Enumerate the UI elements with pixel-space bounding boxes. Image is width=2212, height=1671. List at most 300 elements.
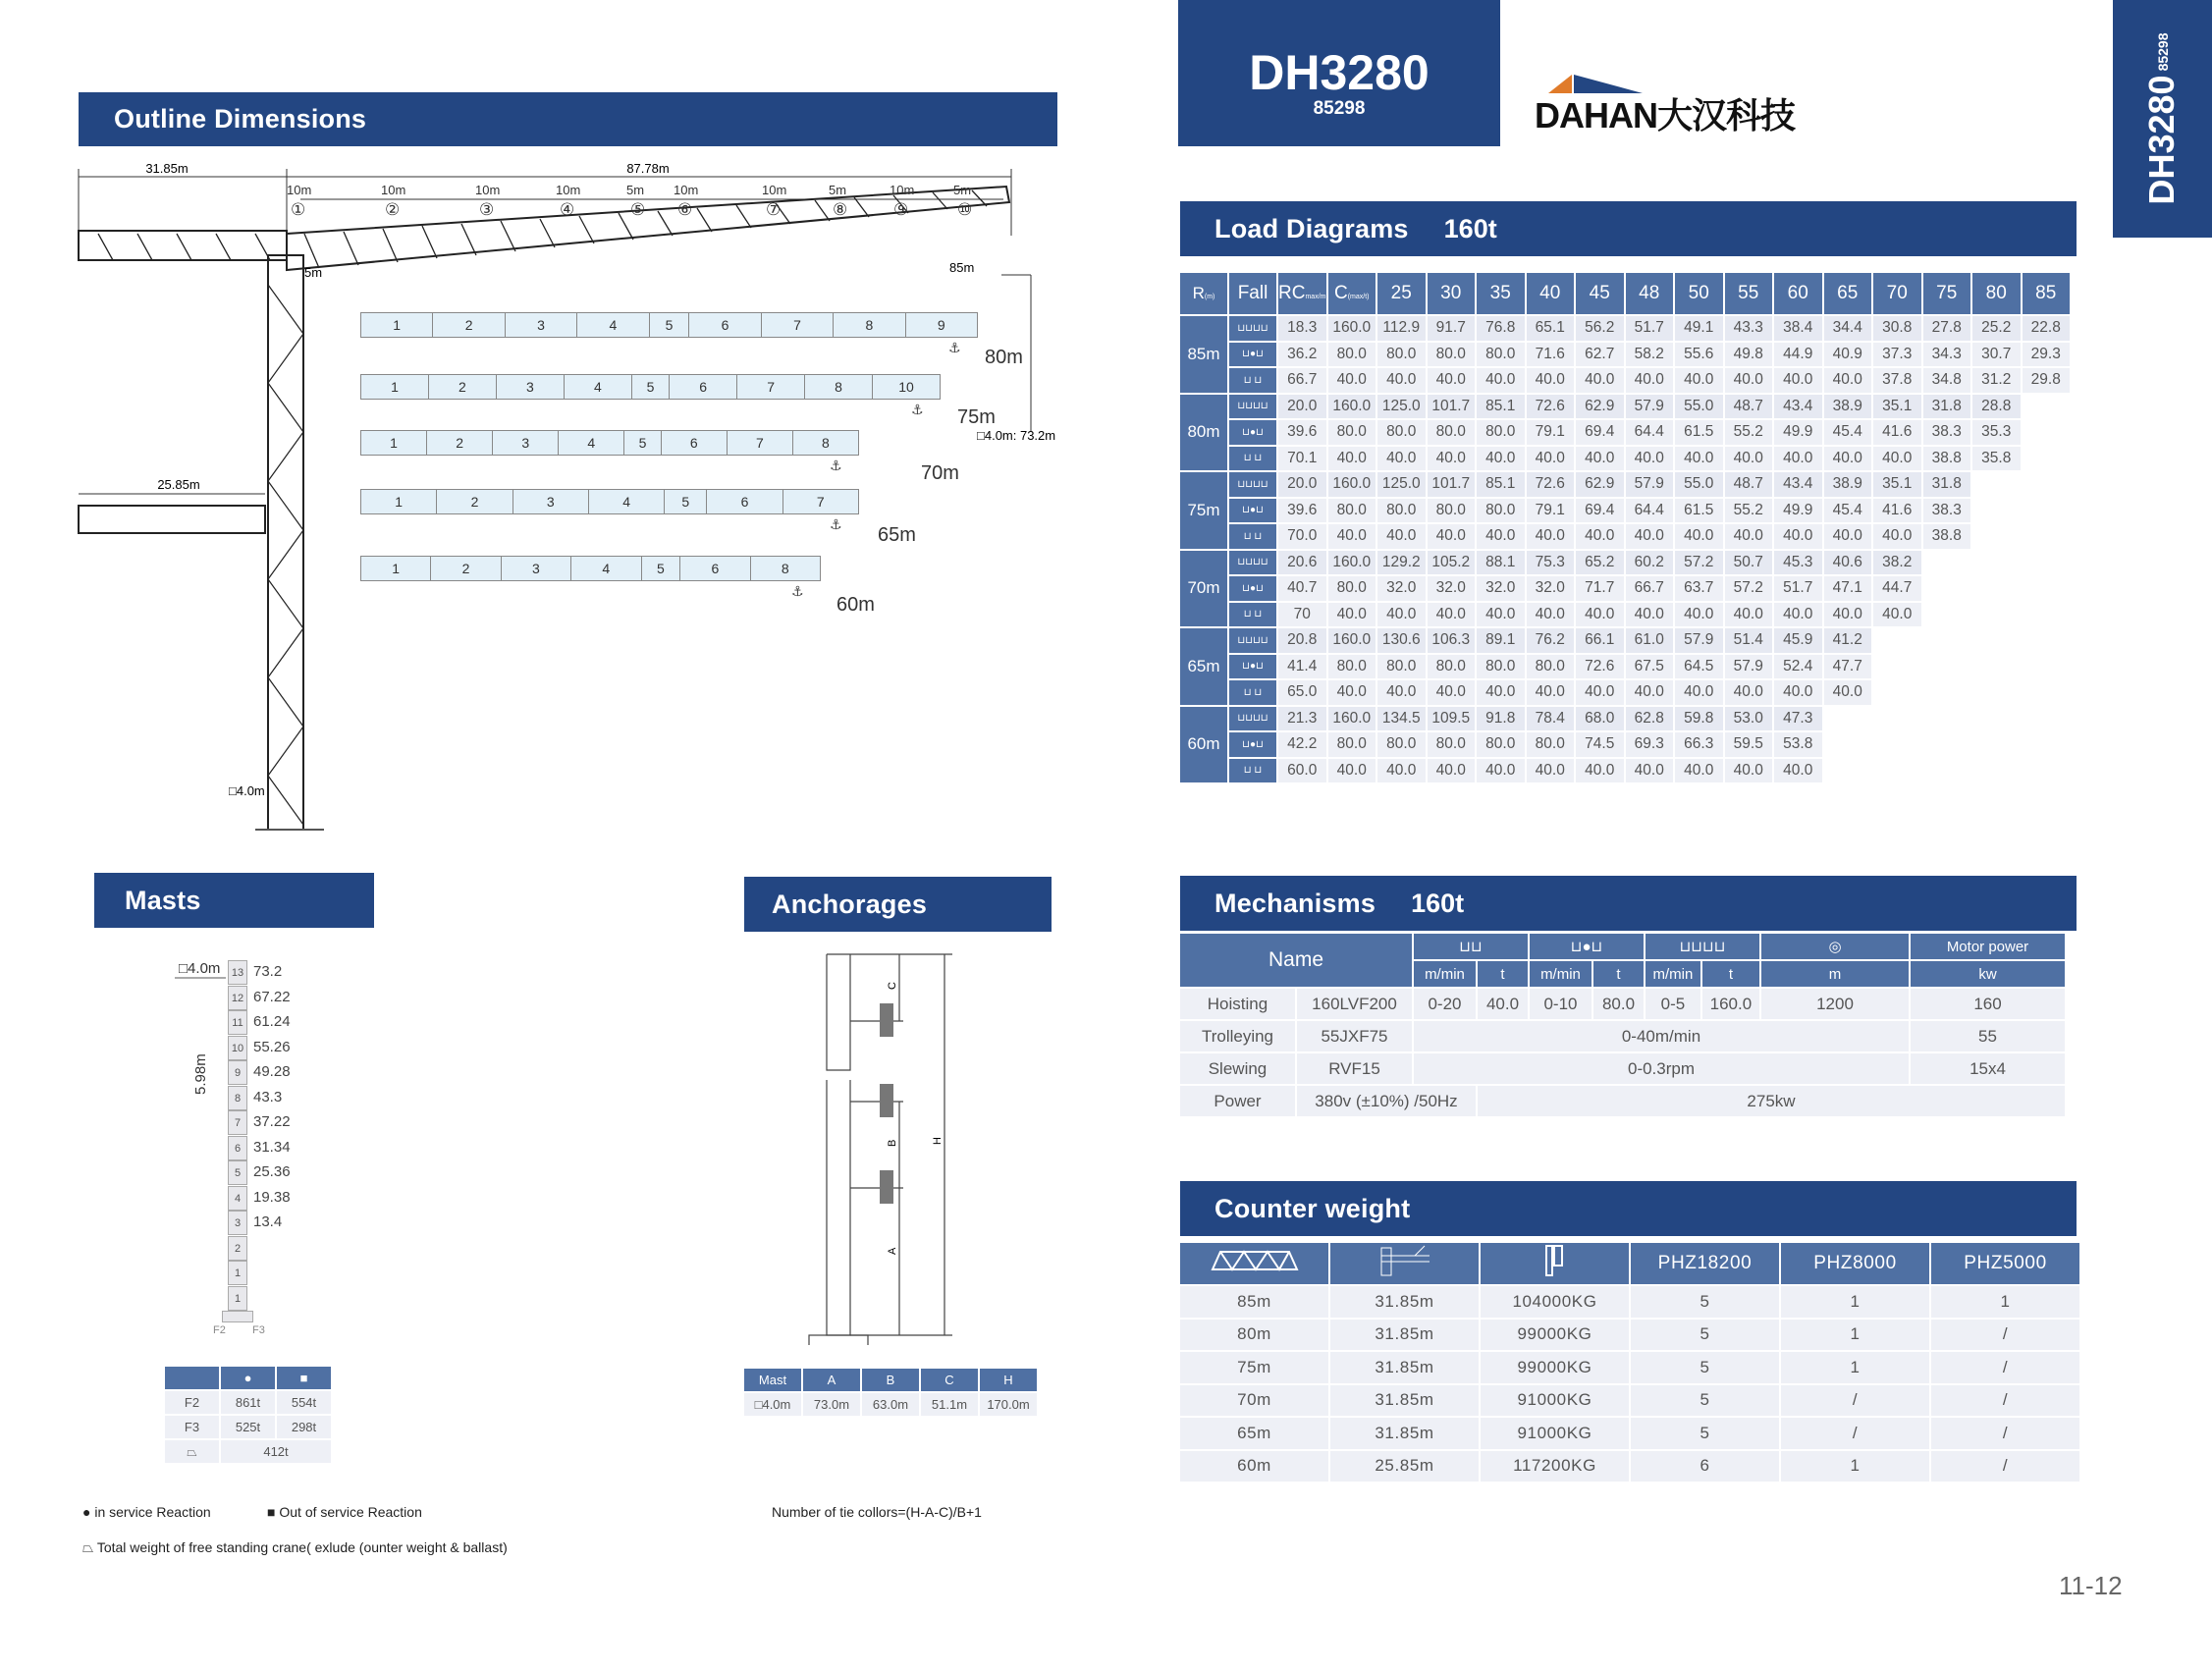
jib-section: 7 [762,313,834,337]
load-value: 45.9 [1774,628,1822,653]
load-value: 27.8 [1923,316,1971,341]
load-value: 63.7 [1675,576,1723,601]
empty-cell [1923,628,1971,653]
mast-section-height: 5.98m [192,1053,209,1095]
tie-collar-formula: Number of tie collors=(H-A-C)/B+1 [772,1504,982,1520]
load-row [1180,707,2070,731]
cell-rc: 39.6 [1278,420,1326,445]
fall-3-fall-icon: ⊔●⊔ [1229,732,1276,757]
load-value: 34.4 [1824,316,1872,341]
height-note: □4.0m: 73.2m [977,428,1056,443]
mast-height: 25.36 [253,1163,291,1180]
cw-cj: 31.85m [1330,1385,1479,1417]
col-radius-45: 45 [1576,273,1624,314]
load-value: 25.2 [1972,316,2021,341]
cw-a: 5 [1631,1352,1779,1383]
load-value: 40.0 [1477,368,1525,393]
load-value: 40.0 [1774,447,1822,471]
load-value: 48.7 [1725,472,1773,497]
load-value: 38.3 [1923,420,1971,445]
reactions-table [163,1365,333,1465]
unit-speed: m/min [1530,961,1592,987]
segment-length: 10m [674,183,699,197]
load-value: 40.0 [1873,603,1921,627]
counterweight-banner: Counter weight [1180,1181,2077,1236]
load-value: 40.0 [1576,759,1624,783]
load-value: 38.9 [1824,395,1872,419]
cell-rc: 70.1 [1278,447,1326,471]
load-value: 69.3 [1626,732,1674,757]
jib-config-bar [360,430,859,456]
load-value: 40.0 [1626,680,1674,705]
load-value: 89.1 [1477,628,1525,653]
load-value: 40.0 [1377,759,1426,783]
load-value: 62.9 [1576,472,1624,497]
jib-length: 85m [1180,316,1227,393]
load-value: 80.0 [1477,499,1525,523]
load-value: 40.0 [1527,680,1575,705]
mast-section: 1 [228,1261,247,1285]
cell-rc: 39.6 [1278,499,1326,523]
load-value: 55.2 [1725,499,1773,523]
jib-section: 4 [559,431,624,455]
jib-section: 6 [670,375,737,399]
load-value: 49.9 [1774,420,1822,445]
jib-config-bar [360,374,941,400]
cw-a: 5 [1631,1320,1779,1351]
cw-cj: 25.85m [1330,1451,1479,1482]
anch-value: □4.0m [744,1393,801,1416]
jib-section: 3 [506,313,577,337]
trolley-speed: 0-40m/min [1414,1021,1909,1051]
load-value: 80.0 [1428,499,1476,523]
empty-cell [1972,707,2021,731]
empty-cell [1972,759,2021,783]
legend-out-service: ■ Out of service Reaction [267,1504,422,1520]
load-row [1180,603,2070,627]
col-fall: Fall [1229,273,1276,314]
empty-cell [1824,759,1872,783]
mast-section: 5 [228,1160,247,1185]
jib-section: 4 [577,313,649,337]
empty-cell [1972,524,2021,549]
load-value: 40.0 [1774,524,1822,549]
anchorage-diagram [795,952,982,1345]
cell-c: 80.0 [1328,576,1376,601]
load-value: 31.2 [1972,368,2021,393]
empty-cell [1923,759,1971,783]
load-value: 71.7 [1576,576,1624,601]
load-value: 40.0 [1377,680,1426,705]
load-value: 47.7 [1824,655,1872,679]
jib-section: 4 [565,375,632,399]
load-value: 49.9 [1774,499,1822,523]
load-value: 55.0 [1675,472,1723,497]
cw-a: 5 [1631,1418,1779,1449]
load-value: 105.2 [1428,551,1476,575]
load-value: 40.0 [1626,603,1674,627]
load-value: 80.0 [1428,655,1476,679]
load-value: 40.0 [1675,368,1723,393]
jib-config-bar [360,312,978,338]
load-value: 64.4 [1626,499,1674,523]
load-value: 35.8 [1972,447,2021,471]
load-value: 59.5 [1725,732,1773,757]
load-value: 60.2 [1626,551,1674,575]
empty-cell [1972,499,2021,523]
load-value: 40.0 [1626,759,1674,783]
empty-cell [2023,551,2071,575]
load-value: 40.0 [1477,524,1525,549]
load-value: 72.6 [1527,395,1575,419]
fall-3-fall-icon: ⊔●⊔ [1229,499,1276,523]
cw-cj: 31.85m [1330,1418,1479,1449]
col-radius: R(m) [1180,273,1227,314]
load-value: 55.0 [1675,395,1723,419]
empty-cell [2023,524,2071,549]
load-value: 40.0 [1824,524,1872,549]
cell-c: 160.0 [1328,472,1376,497]
f2-label: F2 [165,1391,219,1414]
load-value: 71.6 [1527,343,1575,367]
cw-b: 1 [1781,1451,1929,1482]
f2-in-service: 861t [221,1391,275,1414]
jib-length: 60m [1180,707,1227,783]
load-value: 35.1 [1873,395,1921,419]
cell-c: 40.0 [1328,447,1376,471]
cell-rc: 21.3 [1278,707,1326,731]
legend-total-weight: ⏢ Total weight of free standing crane( exlude (ounter weight & ballast) [82,1539,508,1555]
jib-section: 3 [493,431,559,455]
segment-length: 5m [829,183,847,197]
load-value: 40.0 [1725,680,1773,705]
cell-rc: 66.7 [1278,368,1326,393]
side-code: 85298 [2155,32,2171,72]
fall-3-fall-icon: ⊔●⊔ [1229,343,1276,367]
segment-number: ① [291,200,306,219]
empty-cell [1972,603,2021,627]
cw-cj: 31.85m [1330,1352,1479,1383]
load-value: 40.0 [1725,524,1773,549]
cw-b: / [1781,1385,1929,1417]
load-value: 66.7 [1626,576,1674,601]
cell-rc: 18.3 [1278,316,1326,341]
jib-config-bar [360,489,859,514]
segment-length: 10m [287,183,312,197]
load-value: 35.3 [1972,420,2021,445]
mech-model: 160LVF200 [1297,989,1412,1019]
load-value: 69.4 [1576,499,1624,523]
load-value: 134.5 [1377,707,1426,731]
jib-section: 2 [427,431,493,455]
load-value: 47.3 [1774,707,1822,731]
load-value: 45.3 [1774,551,1822,575]
cell-c: 160.0 [1328,316,1376,341]
empty-cell [1824,707,1872,731]
load-diagrams-banner: Load Diagrams 160t [1180,201,2077,256]
load-value: 72.6 [1576,655,1624,679]
load-value: 53.8 [1774,732,1822,757]
load-value: 40.0 [1675,603,1723,627]
hook-icon: ⚓ [791,583,804,599]
load-value: 80.0 [1377,655,1426,679]
jib-section: 7 [816,494,825,510]
empty-cell [1972,472,2021,497]
empty-cell [1873,680,1921,705]
col-radius-50: 50 [1675,273,1723,314]
jib-length: 80m [1180,395,1227,471]
cw-c: / [1931,1451,2079,1482]
load-value: 80.0 [1428,420,1476,445]
load-row [1180,680,2070,705]
load-value: 45.4 [1824,499,1872,523]
segment-number: ⑦ [766,200,782,219]
cell-rc: 70.0 [1278,524,1326,549]
anch-header: Mast [744,1369,801,1391]
hook-icon: ⚓ [948,340,961,355]
load-value: 64.5 [1675,655,1723,679]
load-value: 101.7 [1428,472,1476,497]
cw-jib: 70m [1180,1385,1328,1417]
load-value: 80.0 [1477,732,1525,757]
f3-label: F3 [165,1416,219,1438]
empty-cell [1873,707,1921,731]
cw-c: / [1931,1352,2079,1383]
jib-section: 2 [431,557,501,580]
fall-4-fall-icon: ⊔⊔⊔⊔ [1229,628,1276,653]
load-value: 38.8 [1923,524,1971,549]
empty-cell [1873,732,1921,757]
col-radius-75: 75 [1923,273,1971,314]
segment-number: ④ [560,200,575,219]
hook-radius: 85m [949,260,975,275]
label-h: H [932,1137,944,1145]
jib-section: 5 [624,431,661,455]
empty-cell [2023,420,2071,445]
jib-section: 9 [937,317,945,333]
segment-length: 10m [762,183,787,197]
name-header: Name [1180,934,1412,987]
hook-icon: ⚓ [911,402,924,417]
f3-out-service: 298t [277,1416,331,1438]
jib-section: 6 [707,490,782,513]
load-value: 40.0 [1824,603,1872,627]
segment-number: ② [385,200,401,219]
load-value: 65.2 [1576,551,1624,575]
counterweight-table [1178,1241,2081,1483]
empty-cell [2023,576,2071,601]
jib-section: 3 [497,375,565,399]
jib-section: 2 [429,375,497,399]
cw-c: / [1931,1418,2079,1449]
jib-section: 1 [361,313,433,337]
jib-section: 1 [361,557,431,580]
label-c: C [887,982,898,990]
fall-4-fall-icon: ⊔⊔⊔⊔ [1229,472,1276,497]
col-radius-80: 80 [1972,273,2021,314]
col-phz8000: PHZ8000 [1781,1243,1929,1284]
empty-cell [2023,628,2071,653]
cw-a: 6 [1631,1451,1779,1482]
jib-section: 4 [589,490,665,513]
load-value: 38.3 [1923,499,1971,523]
empty-cell [1923,603,1971,627]
cell-rc: 41.4 [1278,655,1326,679]
motor-power: 55 [1911,1021,2065,1051]
load-value: 72.6 [1527,472,1575,497]
empty-cell [1923,551,1971,575]
load-value: 41.6 [1873,499,1921,523]
load-value: 76.2 [1527,628,1575,653]
empty-cell [1923,732,1971,757]
load-value: 67.5 [1626,655,1674,679]
product-code: 85298 [1313,98,1366,119]
load-value: 43.3 [1725,316,1773,341]
load-value: 57.9 [1626,395,1674,419]
jib-section: 7 [728,431,793,455]
load-value: 45.4 [1824,420,1872,445]
load-value: 40.0 [1428,759,1476,783]
load-value: 129.2 [1377,551,1426,575]
anch-header: H [980,1369,1037,1391]
load-value: 40.0 [1774,368,1822,393]
load-value: 32.0 [1428,576,1476,601]
load-value: 40.0 [1428,680,1476,705]
load-3fall: 80.0 [1593,989,1644,1019]
speed-2fall: 0-20 [1414,989,1476,1019]
load-value: 57.2 [1675,551,1723,575]
cell-rc: 20.0 [1278,472,1326,497]
product-title-box [1178,0,1500,146]
load-value: 30.8 [1873,316,1921,341]
load-value: 49.8 [1725,343,1773,367]
col-radius-30: 30 [1428,273,1476,314]
anch-value: 170.0m [980,1393,1037,1416]
load-value: 22.8 [2023,316,2071,341]
jib-section: 8 [822,435,830,451]
cw-b: 1 [1781,1320,1929,1351]
power-supply: 380v (±10%) /50Hz [1297,1086,1476,1116]
jib-section: 8 [781,561,789,576]
anchorage-table [742,1367,1039,1418]
load-value: 34.8 [1923,368,1971,393]
rope-length: 1200 [1761,989,1909,1019]
load-value: 40.0 [1477,680,1525,705]
empty-cell [2023,395,2071,419]
load-value: 40.0 [1873,447,1921,471]
col-phz18200: PHZ18200 [1631,1243,1779,1284]
load-value: 40.0 [1824,447,1872,471]
f2-out-service: 554t [277,1391,331,1414]
empty-cell [1923,707,1971,731]
load-value: 51.4 [1725,628,1773,653]
cw-c: / [1931,1320,2079,1351]
load-value: 40.0 [1725,759,1773,783]
load-value: 57.9 [1675,628,1723,653]
fall-3-fall-icon: ⊔●⊔ [1229,655,1276,679]
load-value: 31.8 [1923,472,1971,497]
cell-c: 160.0 [1328,707,1376,731]
mast-size-label: □4.0m [229,783,265,798]
load-value: 40.0 [1824,680,1872,705]
load-value: 80.0 [1428,343,1476,367]
load-value: 32.0 [1527,576,1575,601]
jib-radius-label: 80m [985,347,1023,368]
cell-c: 160.0 [1328,395,1376,419]
load-value: 40.0 [1428,368,1476,393]
cell-rc: 70 [1278,603,1326,627]
jib-radius-label: 65m [878,524,916,546]
load-value: 29.8 [2023,368,2071,393]
load-value: 61.0 [1626,628,1674,653]
load-value: 34.3 [1923,343,1971,367]
mech-label: Power [1180,1086,1295,1116]
jib-section: 5 [665,490,707,513]
load-value: 40.0 [1675,680,1723,705]
load-value: 61.5 [1675,499,1723,523]
segment-length: 10m [556,183,581,197]
cell-rc: 20.8 [1278,628,1326,653]
load-value: 80.0 [1377,343,1426,367]
load-row [1180,655,2070,679]
load-value: 43.4 [1774,472,1822,497]
load-value: 79.1 [1527,420,1575,445]
jib-section: 1 [361,431,427,455]
counter-jib-length: 31.85m [145,161,189,176]
anch-value: 51.1m [921,1393,978,1416]
jib-section: 6 [662,431,728,455]
slew-speed: 0-0.3rpm [1414,1053,1909,1084]
load-value: 40.0 [1774,759,1822,783]
cell-rc: 42.2 [1278,732,1326,757]
empty-cell [2023,447,2071,471]
mast-section: 9 [228,1060,247,1085]
load-row [1180,628,2070,653]
load-value: 40.0 [1428,447,1476,471]
cw-b: 1 [1781,1352,1929,1383]
load-value: 40.9 [1824,343,1872,367]
load-value: 37.8 [1873,368,1921,393]
load-value: 40.0 [1377,524,1426,549]
counter-jib-icon [1330,1243,1479,1284]
fall-2-icon: ⊔⊔ [1414,934,1528,959]
cw-jib: 85m [1180,1286,1328,1318]
load-value: 59.8 [1675,707,1723,731]
load-row [1180,447,2070,471]
load-value: 40.6 [1824,551,1872,575]
jib-radius-label: 75m [957,406,996,428]
load-value: 101.7 [1428,395,1476,419]
load-value: 57.2 [1725,576,1773,601]
load-value: 40.0 [1626,524,1674,549]
col-radius-40: 40 [1527,273,1575,314]
load-value: 76.8 [1477,316,1525,341]
unit-speed: m/min [1646,961,1700,987]
col-radius-70: 70 [1873,273,1921,314]
load-value: 74.5 [1576,732,1624,757]
load-value: 49.1 [1675,316,1723,341]
cw-weight: 104000KG [1481,1286,1629,1318]
segment-length: 5m [626,183,645,197]
label-a: A [887,1247,898,1255]
load-value: 40.0 [1626,368,1674,393]
jib-section: 2 [433,313,505,337]
load-value: 79.1 [1527,499,1575,523]
empty-cell [1923,576,1971,601]
col-radius-55: 55 [1725,273,1773,314]
load-value: 38.2 [1873,551,1921,575]
cw-weight: 99000KG [1481,1320,1629,1351]
